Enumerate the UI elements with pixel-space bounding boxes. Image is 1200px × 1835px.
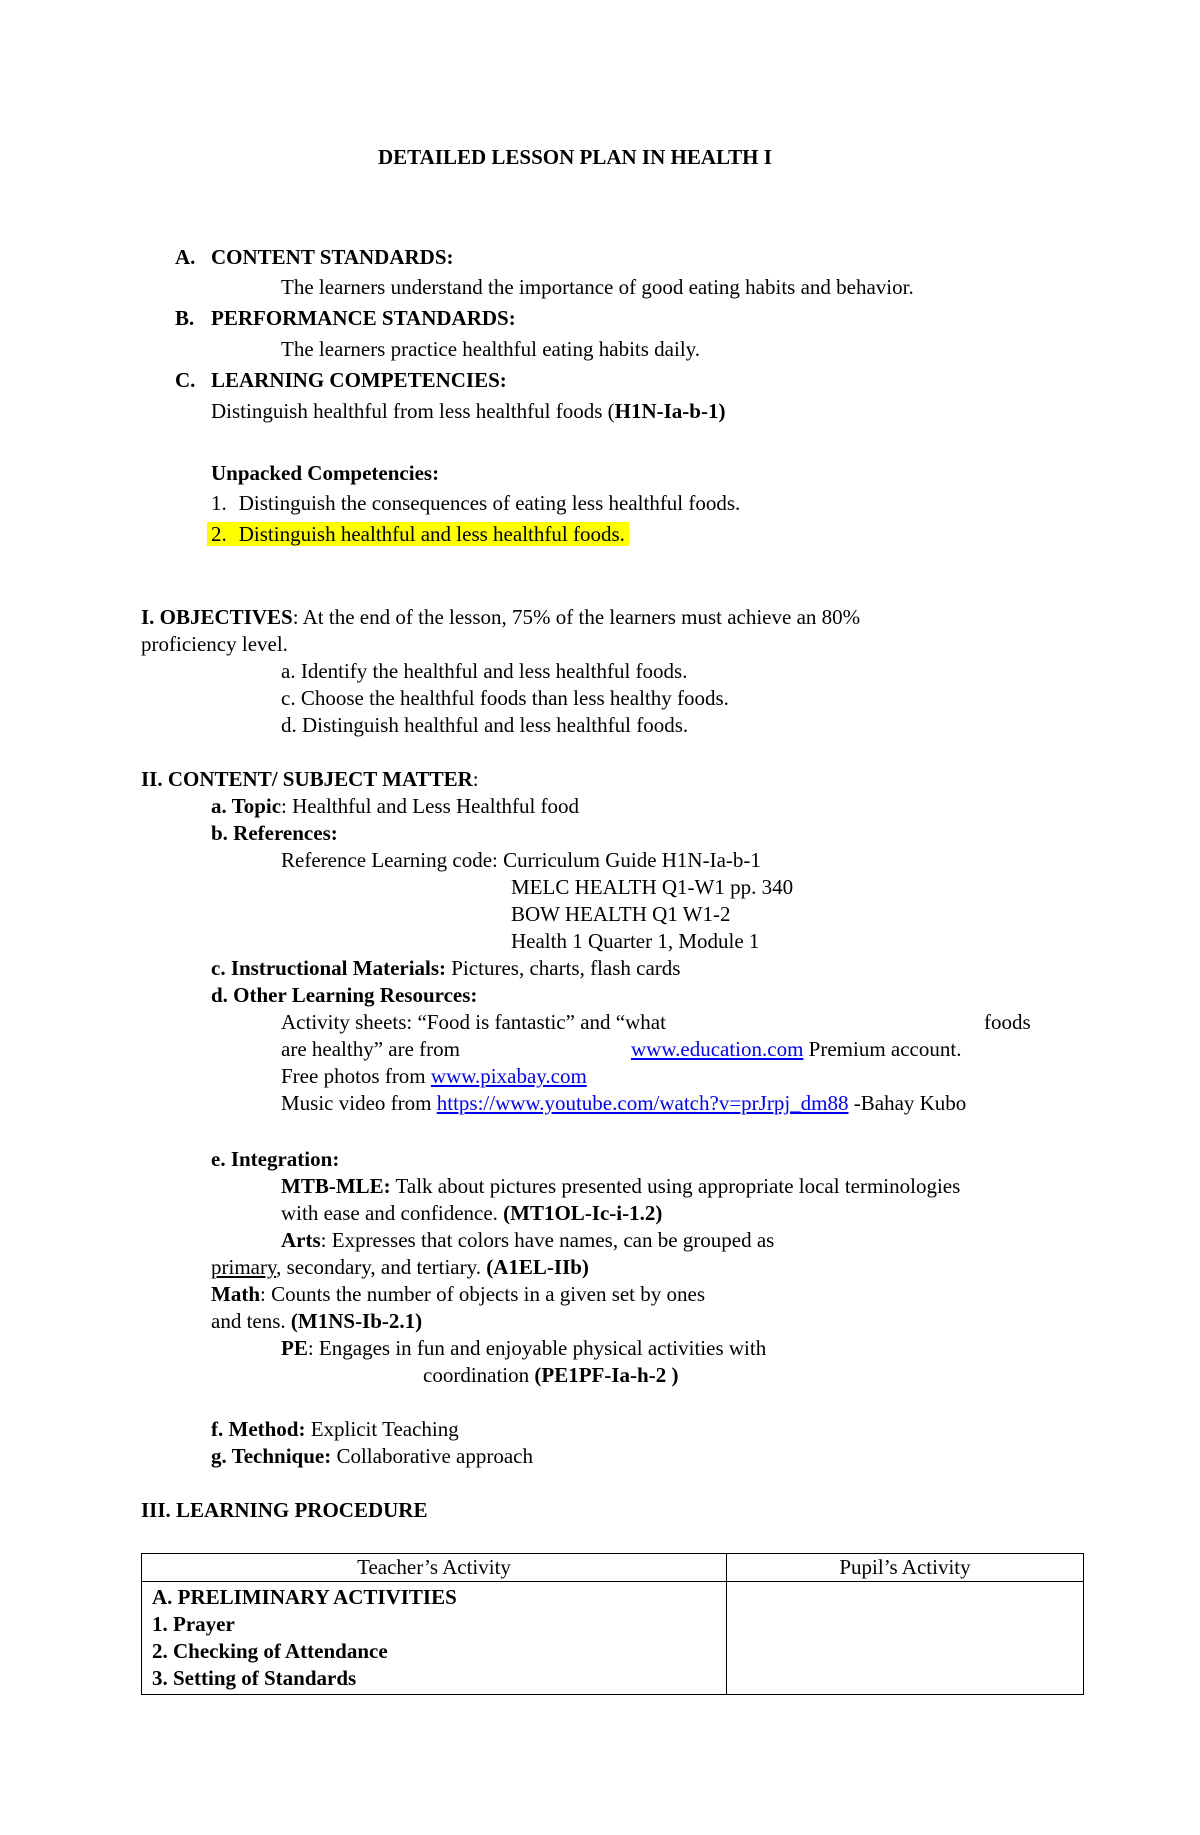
- math-text: : Counts the number of objects in a given set by ones: [260, 1282, 706, 1306]
- reference-line: Health 1 Quarter 1, Module 1: [511, 929, 760, 953]
- references-heading: b. References:: [211, 821, 338, 845]
- pupil-column-header: Pupil’s Activity: [727, 1554, 1084, 1582]
- math-code: (M1NS-Ib-2.1): [290, 1309, 423, 1333]
- education-link[interactable]: www.education.com: [631, 1037, 804, 1061]
- table-row: [142, 1582, 1084, 1695]
- objectives-text-continued: proficiency level.: [141, 632, 288, 656]
- arts-text: , secondary, and tertiary.: [276, 1255, 487, 1279]
- mtb-line: [281, 1174, 960, 1198]
- math-line: [211, 1282, 705, 1306]
- arts-label: Arts: [281, 1228, 321, 1252]
- objective-item: a. Identify the healthful and less healthful foods.: [281, 659, 688, 683]
- page-title: DETAILED LESSON PLAN IN HEALTH I: [378, 145, 772, 169]
- competency-code: H1N-Ia-b-1): [614, 399, 726, 423]
- reference-line: MELC HEALTH Q1-W1 pp. 340: [511, 875, 794, 899]
- pixabay-link[interactable]: www.pixabay.com: [430, 1064, 587, 1088]
- unpacked-item-text: Distinguish the consequences of eating less healthful foods.: [238, 491, 741, 515]
- performance-standards-text: The learners practice healthful eating habits daily.: [281, 337, 701, 361]
- table-header-row: [142, 1554, 1084, 1582]
- section-b-marker: B.: [175, 306, 195, 330]
- reference-line: BOW HEALTH Q1 W1-2: [511, 902, 731, 926]
- mtb-text: with ease and confidence.: [281, 1201, 504, 1225]
- youtube-link[interactable]: https://www.youtube.com/watch?v=prJrpj_dm88: [436, 1091, 849, 1115]
- pe-text: : Engages in fun and enjoyable physical activities with: [307, 1336, 767, 1360]
- materials-text: Pictures, charts, flash cards: [446, 956, 681, 980]
- other-resources-text: Premium account.: [803, 1037, 962, 1061]
- content-heading-colon: :: [472, 767, 479, 791]
- pe-label: PE: [281, 1336, 308, 1360]
- unpacked-item: [211, 491, 740, 515]
- content-standards-heading: CONTENT STANDARDS:: [211, 245, 454, 269]
- procedure-item: 3. Setting of Standards: [152, 1666, 357, 1690]
- topic-line: [211, 794, 579, 818]
- unpacked-item-text: Distinguish healthful and less healthful foods.: [238, 522, 625, 546]
- objective-item: c. Choose the healthful foods than less healthy foods.: [281, 686, 729, 710]
- competency-text: Distinguish healthful from less healthful foods (: [211, 399, 615, 423]
- unpacked-item-number: 2.: [211, 522, 227, 546]
- pupil-activity-cell: [727, 1582, 1084, 1695]
- objective-item: d. Distinguish healthful and less healthful foods.: [281, 713, 689, 737]
- other-resources-line: Activity sheets: “Food is fantastic” and “what: [281, 1010, 666, 1034]
- other-resources-line: [281, 1091, 966, 1115]
- math-label: Math: [211, 1282, 260, 1306]
- mtb-code: (MT1OL-Ic-i-1.2): [503, 1201, 663, 1225]
- other-resources-text: -Bahay Kubo: [848, 1091, 967, 1115]
- unpacked-item-highlighted: [207, 522, 629, 546]
- technique-text: Collaborative approach: [331, 1444, 533, 1468]
- math-line-continued: [211, 1309, 422, 1333]
- procedure-heading: III. LEARNING PROCEDURE: [141, 1498, 428, 1522]
- objectives-heading: I. OBJECTIVES: [141, 605, 293, 629]
- procedure-item: 1. Prayer: [152, 1612, 235, 1636]
- procedure-item: A. PRELIMINARY ACTIVITIES: [152, 1585, 457, 1609]
- procedure-table: [141, 1553, 1084, 1695]
- arts-line: [281, 1228, 774, 1252]
- content-standards-text: The learners understand the importance of good eating habits and behavior.: [281, 275, 914, 299]
- arts-text: : Expresses that colors have names, can be grouped as: [320, 1228, 775, 1252]
- method-line: [211, 1417, 459, 1441]
- other-resources-text: Free photos from: [281, 1064, 431, 1088]
- other-resources-line: are healthy” are from: [281, 1037, 460, 1061]
- reference-line: Reference Learning code: Curriculum Guide H1N-Ia-b-1: [281, 848, 761, 872]
- materials-label: c. Instructional Materials:: [211, 956, 447, 980]
- arts-text-underlined: primary: [211, 1255, 277, 1279]
- topic-label: a. Topic: [211, 794, 282, 818]
- section-c-marker: C.: [175, 368, 196, 392]
- materials-line: [211, 956, 680, 980]
- pe-code: (PE1PF-Ia-h-2 ): [534, 1363, 679, 1387]
- pe-text: coordination: [423, 1363, 535, 1387]
- objectives-line: [141, 605, 860, 629]
- content-heading-line: [141, 767, 479, 791]
- other-resources-text: Music video from: [281, 1091, 437, 1115]
- pe-line: [281, 1336, 766, 1360]
- other-resources-line: [631, 1037, 961, 1061]
- content-heading: II. CONTENT/ SUBJECT MATTER: [141, 767, 473, 791]
- learning-competencies-heading: LEARNING COMPETENCIES:: [211, 368, 507, 392]
- teacher-column-header: Teacher’s Activity: [142, 1554, 727, 1582]
- technique-line: [211, 1444, 533, 1468]
- integration-heading: e. Integration:: [211, 1147, 340, 1171]
- performance-standards-heading: PERFORMANCE STANDARDS:: [211, 306, 516, 330]
- pe-line-continued: [423, 1363, 678, 1387]
- section-a-marker: A.: [175, 245, 196, 269]
- mtb-line-continued: [281, 1201, 662, 1225]
- learning-competencies-text: [211, 399, 725, 423]
- method-text: Explicit Teaching: [305, 1417, 459, 1441]
- objectives-text: : At the end of the lesson, 75% of the learners must achieve an 80%: [292, 605, 861, 629]
- method-label: f. Method:: [211, 1417, 306, 1441]
- arts-code: (A1EL-IIb): [486, 1255, 589, 1279]
- math-text: and tens.: [211, 1309, 291, 1333]
- procedure-item: 2. Checking of Attendance: [152, 1639, 388, 1663]
- mtb-text: Talk about pictures presented using appropriate local terminologies: [390, 1174, 961, 1198]
- unpacked-competencies-heading: Unpacked Competencies:: [211, 461, 440, 485]
- technique-label: g. Technique:: [211, 1444, 332, 1468]
- topic-text: : Healthful and Less Healthful food: [281, 794, 580, 818]
- arts-line-continued: [211, 1255, 589, 1279]
- other-resources-line: [281, 1064, 587, 1088]
- other-resources-line: foods: [984, 1010, 1031, 1034]
- teacher-activity-cell: [142, 1582, 727, 1695]
- unpacked-item-number: 1.: [211, 491, 227, 515]
- mtb-label: MTB-MLE:: [281, 1174, 391, 1198]
- other-resources-heading: d. Other Learning Resources:: [211, 983, 478, 1007]
